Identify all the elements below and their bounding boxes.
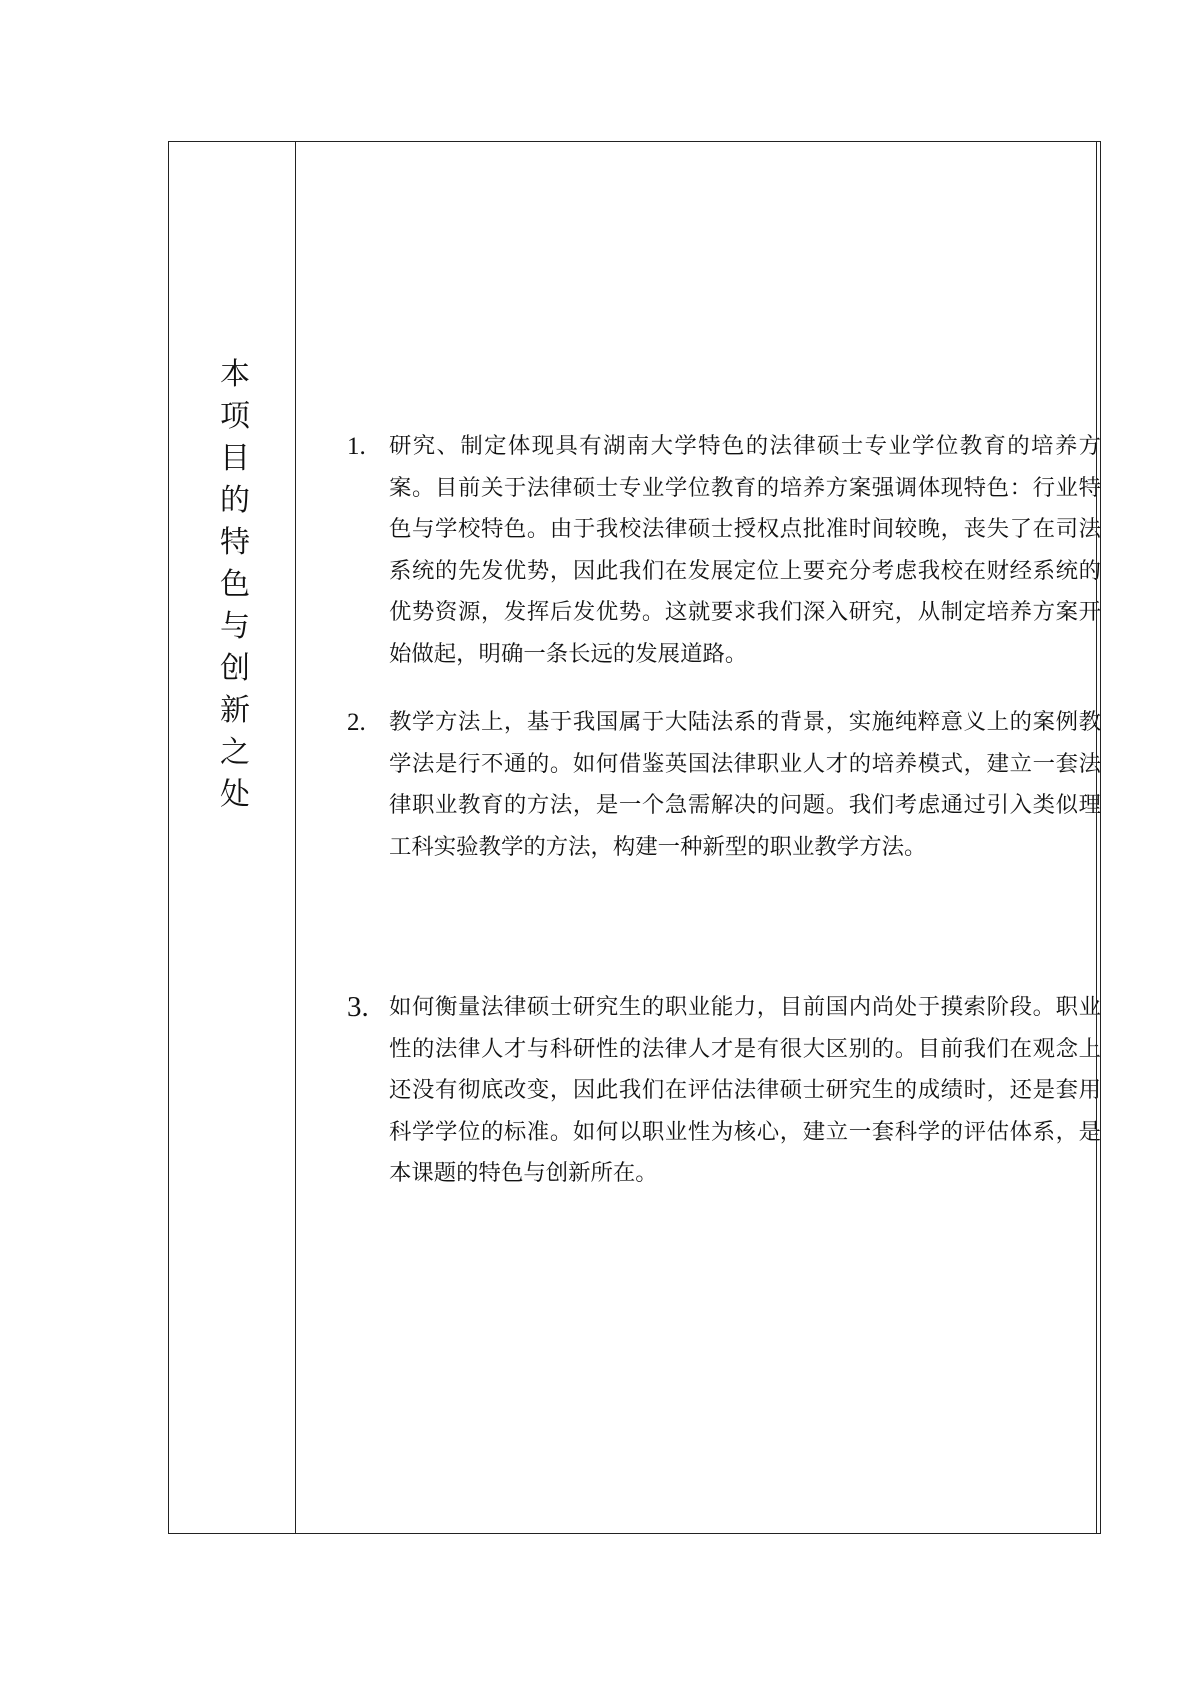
section-label: 本项目的特色与创新之处 — [220, 357, 250, 812]
item-text: 如何衡量法律硕士研究生的职业能力，目前国内尚处于摸索阶段。职业性的法律人才与科研性的法律人才是有很大区别的。目前我们在观念上还没有彻底改变，因此我们在评估法律硕士研究生的成绩时，还是套用科学学位的标准。如何以职业性为核心，建立一套科学的评估体系，是本课题的特色与创新所在。 — [389, 994, 1101, 1186]
item-number: 1. — [347, 433, 366, 460]
item-number: 2. — [347, 709, 366, 736]
column-divider — [295, 142, 296, 1533]
content-cell — [297, 142, 1101, 1533]
form-table — [168, 141, 1101, 1534]
item-number: 3. — [347, 991, 369, 1023]
section-label-cell — [169, 142, 295, 1533]
item-text: 研究、制定体现具有湖南大学特色的法律硕士专业学位教育的培养方案。目前关于法律硕士专业学位教育的培养方案强调体现特色：行业特色与学校特色。由于我校法律硕士授权点批准时间较晚，丧失了在司法系统的先发优势，因此我们在发展定位上要充分考虑我校在财经系统的优势资源，发挥后发优势。这就要求我们深入研究，从制定培养方案开始做起，明确一条长远的发展道路。 — [389, 433, 1101, 667]
item-text: 教学方法上，基于我国属于大陆法系的背景，实施纯粹意义上的案例教学法是行不通的。如何借鉴英国法律职业人才的培养模式，建立一套法律职业教育的方法，是一个急需解决的问题。我们考虑通过引入类似理工科实验教学的方法，构建一种新型的职业教学方法。 — [389, 709, 1101, 860]
